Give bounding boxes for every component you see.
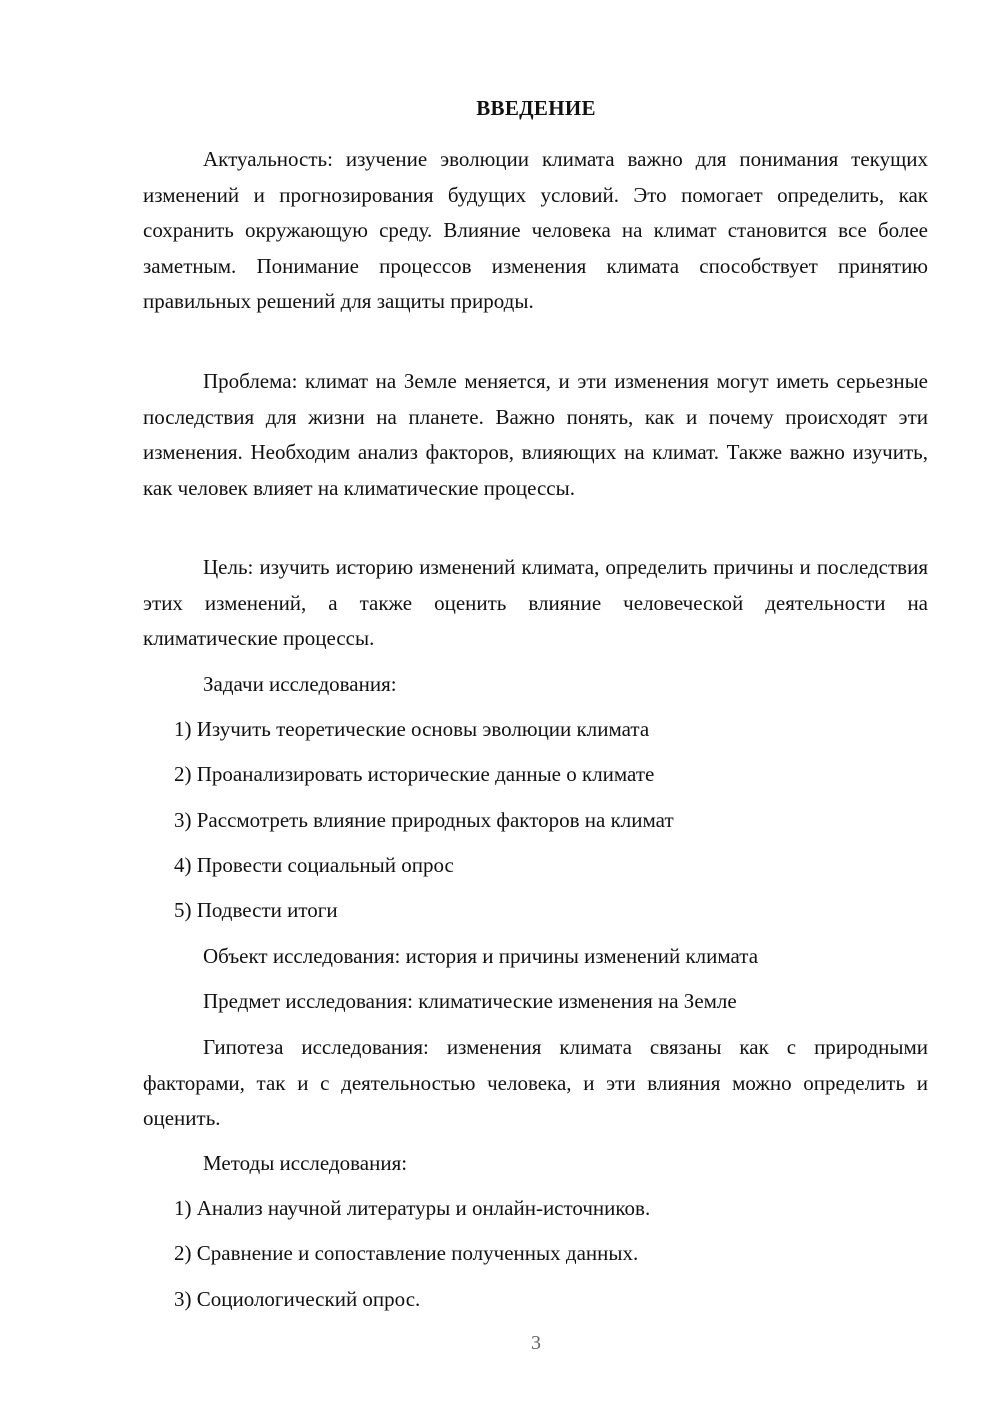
relevance-paragraph: Актуальность: изучение эволюции климата важно для понимания текущих изменений и прогнозирования будущих условий. Это помогает определить, как сохранить окружающую среду. Влияние человека на климат становится все более заметным. Понимание процессов изменения климата способствует принятию правильных решений для защиты природы. [143,147,928,313]
hypothesis-paragraph: Гипотеза исследования: изменения климата связаны как с природными факторами, так и с деятельностью человека, и эти влияния можно определить и оценить. [143,1035,928,1130]
section-heading: ВВЕДЕНИЕ [476,96,596,120]
research-subject: Предмет исследования: климатические изменения на Земле [203,989,737,1013]
task-item: 1) Изучить теоретические основы эволюции климата [174,717,650,741]
goal-paragraph: Цель: изучить историю изменений климата, определить причины и последствия этих изменений, а также оценить влияние человеческой деятельности на климатические процессы. [143,555,928,650]
method-item: 1) Анализ научной литературы и онлайн-источников. [174,1196,651,1220]
task-item: 2) Проанализировать исторические данные о климате [174,762,655,786]
methods-title: Методы исследования: [203,1151,408,1175]
task-item: 4) Провести социальный опрос [174,853,454,877]
page-number: 3 [531,1332,541,1354]
task-item: 3) Рассмотреть влияние природных факторов на климат [174,808,674,832]
method-item: 2) Сравнение и сопоставление полученных данных. [174,1241,639,1265]
problem-paragraph: Проблема: климат на Земле меняется, и эти изменения могут иметь серьезные последствия для жизни на планете. Важно понять, как и почему происходят эти изменения. Необходим анализ факторов, влияющих на климат. Также важно изучить, как человек влияет на климатические процессы. [143,369,928,500]
method-item: 3) Социологический опрос. [174,1287,421,1311]
tasks-title: Задачи исследования: [203,672,397,696]
task-item: 5) Подвести итоги [174,898,338,922]
research-object: Объект исследования: история и причины изменений климата [203,944,759,968]
